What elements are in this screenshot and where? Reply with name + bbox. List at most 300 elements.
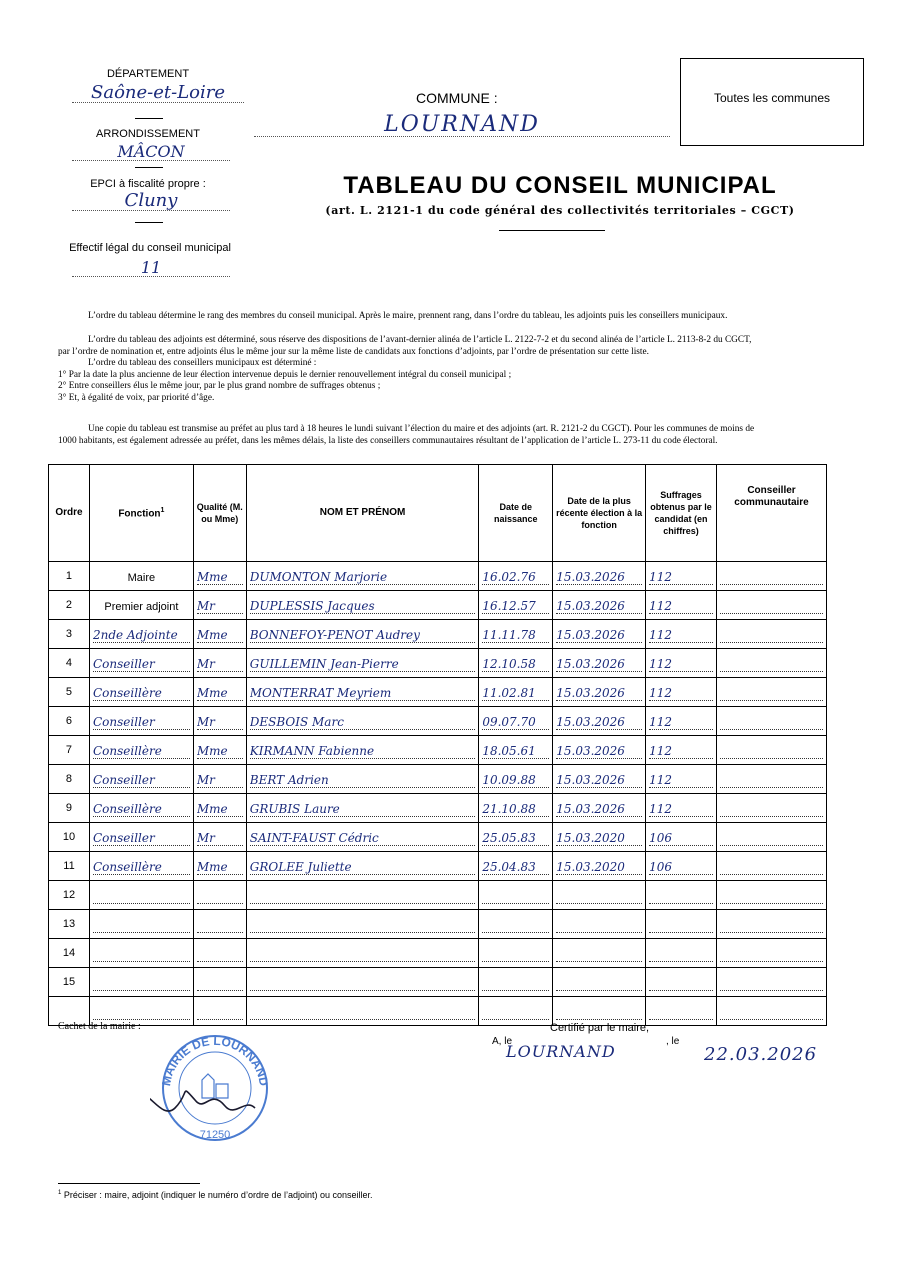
- row-ordre: 14: [49, 939, 90, 968]
- cell-naissance: [479, 620, 553, 649]
- paragraph-conseillers: [58, 358, 828, 370]
- cell-naissance: [479, 794, 553, 823]
- nom-value: GROLEE Juliette: [250, 860, 476, 875]
- cell-naissance: [479, 823, 553, 852]
- departement-value: Saône-et-Loire: [72, 82, 244, 103]
- fonction-value: Conseillère: [93, 802, 190, 817]
- footnote-number: 1: [58, 1190, 62, 1196]
- divider: [135, 222, 163, 223]
- suffrages-value: [649, 990, 713, 991]
- qualite-value: Mme: [197, 744, 243, 759]
- cell-naissance: [479, 881, 553, 910]
- paragraph-text: L’ordre du tableau détermine le rang des membres du conseil municipal. Après le maire, prennent rang, dans l’ordre du tableau, les adjoints puis les conseillers municipaux.: [88, 311, 728, 321]
- qualite-value: [197, 903, 243, 904]
- nom-value: DUMONTON Marjorie: [250, 570, 476, 585]
- row-ordre: 3: [49, 620, 90, 649]
- cell-nom: [246, 707, 479, 736]
- cell-election: [553, 591, 646, 620]
- effectif-label: Effectif légal du conseil municipal: [69, 242, 231, 254]
- communautaire-value: [720, 990, 823, 991]
- cell-naissance: [479, 562, 553, 591]
- svg-text:MAIRIE DE LOURNAND: [159, 1034, 271, 1087]
- cell-election: [553, 649, 646, 678]
- suffrages-value: [649, 961, 713, 962]
- cell-fonction: [89, 707, 193, 736]
- table-header-row: [49, 465, 827, 562]
- cell-qualite: [193, 678, 246, 707]
- row-ordre: 9: [49, 794, 90, 823]
- effectif-value: 11: [72, 258, 230, 277]
- cell-nom: [246, 823, 479, 852]
- cell-communautaire: [717, 736, 827, 765]
- cell-fonction: [89, 736, 193, 765]
- cell-naissance: [479, 678, 553, 707]
- cell-election: [553, 939, 646, 968]
- table-row: [49, 968, 827, 997]
- cell-fonction: [89, 910, 193, 939]
- header-communautaire: Conseiller communautaire: [717, 465, 827, 562]
- paragraph-text: L’ordre du tableau des adjoints est déterminé, sous réserve des dispositions de l’avant-dernier alinéa de l’article L. 2122-7-2 et du second alinéa de l’article L. 2113-8-2 du CGCT,: [88, 335, 752, 345]
- date-value: 22.03.2026: [704, 1044, 818, 1065]
- qualite-value: Mr: [197, 715, 243, 730]
- cell-fonction: [89, 765, 193, 794]
- cell-suffrages: [646, 881, 717, 910]
- cell-communautaire: [717, 678, 827, 707]
- row-ordre: 5: [49, 678, 90, 707]
- stamp-text-bottom: 71250: [199, 1129, 231, 1141]
- cell-naissance: [479, 910, 553, 939]
- nom-value: [250, 903, 476, 904]
- cell-nom: [246, 968, 479, 997]
- naissance-value: [482, 990, 549, 991]
- header-qualite: Qualité (M. ou Mme): [193, 465, 246, 562]
- cell-election: [553, 852, 646, 881]
- cell-nom: [246, 939, 479, 968]
- table-row: [49, 997, 827, 1026]
- cell-fonction: [89, 562, 193, 591]
- qualite-value: Mr: [197, 831, 243, 846]
- paragraph-adjoints-cont: par l’ordre de nomination et, entre adjoints élus le même jour sur la même liste de candidats aux fonctions d’adjoints, par l’ordre de présentation sur cette liste.: [58, 347, 649, 357]
- table-row: [49, 591, 827, 620]
- qualite-value: [197, 1019, 243, 1020]
- page-subtitle: (art. L. 2121-1 du code général des collectivités territoriales – CGCT): [325, 204, 795, 217]
- communautaire-value: [720, 671, 823, 672]
- commune-value: LOURNAND: [254, 112, 670, 137]
- page-title: TABLEAU DU CONSEIL MUNICIPAL: [343, 172, 777, 199]
- stamp-text-top: MAIRIE DE LOURNAND: [159, 1033, 271, 1088]
- cell-qualite: [193, 765, 246, 794]
- election-value: 15.03.2026: [556, 628, 642, 643]
- nom-value: BONNEFOY-PENOT Audrey: [250, 628, 476, 643]
- suffrages-value: [649, 903, 713, 904]
- cell-suffrages: [646, 765, 717, 794]
- cell-fonction: [89, 591, 193, 620]
- election-value: 15.03.2026: [556, 570, 642, 585]
- footnote: [58, 1190, 373, 1200]
- cell-naissance: [479, 939, 553, 968]
- fonction-value: Maire: [127, 572, 156, 584]
- qualite-value: Mr: [197, 657, 243, 672]
- cell-suffrages: [646, 939, 717, 968]
- fonction-value: [93, 990, 190, 991]
- communautaire-value: [720, 874, 823, 875]
- cell-communautaire: [717, 997, 827, 1026]
- cell-qualite: [193, 620, 246, 649]
- table-row: [49, 794, 827, 823]
- naissance-value: 12.10.58: [482, 657, 549, 672]
- epci-label: EPCI à fiscalité propre :: [90, 178, 206, 190]
- fonction-value: Premier adjoint: [104, 601, 179, 613]
- cell-communautaire: [717, 823, 827, 852]
- election-value: 15.03.2026: [556, 657, 642, 672]
- lieu-value: LOURNAND: [506, 1042, 616, 1061]
- fonction-value: Conseiller: [93, 715, 190, 730]
- fonction-value: Conseiller: [93, 831, 190, 846]
- cell-qualite: [193, 910, 246, 939]
- election-value: [556, 990, 642, 991]
- fonction-value: Conseiller: [93, 657, 190, 672]
- row-ordre: 13: [49, 910, 90, 939]
- epci-value: Cluny: [72, 190, 230, 211]
- cell-qualite: [193, 823, 246, 852]
- cell-nom: [246, 765, 479, 794]
- cell-suffrages: [646, 591, 717, 620]
- cell-nom: [246, 591, 479, 620]
- cell-qualite: [193, 881, 246, 910]
- divider: [135, 167, 163, 168]
- cell-election: [553, 881, 646, 910]
- election-value: 15.03.2026: [556, 686, 642, 701]
- row-ordre: 4: [49, 649, 90, 678]
- cell-nom: [246, 881, 479, 910]
- naissance-value: 10.09.88: [482, 773, 549, 788]
- fonction-value: Conseillère: [93, 860, 190, 875]
- cell-qualite: [193, 997, 246, 1026]
- naissance-value: [482, 961, 549, 962]
- table-row: [49, 852, 827, 881]
- row-ordre: 15: [49, 968, 90, 997]
- cell-nom: [246, 736, 479, 765]
- naissance-value: 25.05.83: [482, 831, 549, 846]
- suffrages-value: 112: [649, 599, 713, 614]
- fonction-value: [93, 1019, 190, 1020]
- cell-suffrages: [646, 736, 717, 765]
- le-label: , le: [666, 1036, 680, 1047]
- table-row: [49, 939, 827, 968]
- suffrages-value: [649, 1019, 713, 1020]
- table-row: [49, 736, 827, 765]
- table-row: [49, 562, 827, 591]
- table-row: [49, 765, 827, 794]
- naissance-value: 11.11.78: [482, 628, 549, 643]
- communautaire-value: [720, 729, 823, 730]
- cell-qualite: [193, 794, 246, 823]
- qualite-value: Mr: [197, 599, 243, 614]
- cell-fonction: [89, 620, 193, 649]
- paragraph-ordre: [58, 311, 828, 323]
- communes-box: Toutes les communes: [680, 58, 864, 146]
- table-row: [49, 881, 827, 910]
- cell-election: [553, 707, 646, 736]
- fonction-value: Conseiller: [93, 773, 190, 788]
- election-value: [556, 932, 642, 933]
- naissance-value: 09.07.70: [482, 715, 549, 730]
- suffrages-value: 106: [649, 860, 713, 875]
- nom-value: [250, 990, 476, 991]
- rule-1: 1° Par la date la plus ancienne de leur élection intervenue depuis le dernier renouvellement intégral du conseil municipal ;: [58, 370, 512, 380]
- cell-suffrages: [646, 910, 717, 939]
- nom-value: KIRMANN Fabienne: [250, 744, 476, 759]
- cell-suffrages: [646, 794, 717, 823]
- suffrages-value: [649, 932, 713, 933]
- cell-fonction: [89, 852, 193, 881]
- naissance-value: 18.05.61: [482, 744, 549, 759]
- cell-election: [553, 765, 646, 794]
- row-ordre: 1: [49, 562, 90, 591]
- table-row: [49, 649, 827, 678]
- cell-fonction: [89, 794, 193, 823]
- cell-naissance: [479, 997, 553, 1026]
- cell-qualite: [193, 649, 246, 678]
- cell-naissance: [479, 765, 553, 794]
- fonction-value: [93, 932, 190, 933]
- qualite-value: [197, 990, 243, 991]
- arrondissement-label: ARRONDISSEMENT: [96, 128, 200, 140]
- certifie-label: Certifié par le maire,: [550, 1022, 650, 1034]
- qualite-value: Mme: [197, 570, 243, 585]
- election-value: 15.03.2026: [556, 744, 642, 759]
- election-value: [556, 1019, 642, 1020]
- rule-3: 3° Et, à égalité de voix, par priorité d’âge.: [58, 393, 215, 403]
- cell-election: [553, 620, 646, 649]
- cell-nom: [246, 678, 479, 707]
- qualite-value: Mme: [197, 686, 243, 701]
- fonction-value: [93, 903, 190, 904]
- communautaire-value: [720, 903, 823, 904]
- cell-communautaire: [717, 707, 827, 736]
- cell-suffrages: [646, 823, 717, 852]
- a-le-label: A, le: [492, 1036, 513, 1047]
- paragraph-text: L’ordre du tableau des conseillers municipaux est déterminé :: [88, 358, 317, 368]
- cell-fonction: [89, 881, 193, 910]
- cell-communautaire: [717, 591, 827, 620]
- election-value: [556, 961, 642, 962]
- cell-nom: [246, 620, 479, 649]
- cell-fonction: [89, 823, 193, 852]
- cell-fonction: [89, 678, 193, 707]
- communautaire-value: [720, 613, 823, 614]
- election-value: 15.03.2026: [556, 773, 642, 788]
- cell-communautaire: [717, 968, 827, 997]
- cell-communautaire: [717, 852, 827, 881]
- cell-suffrages: [646, 678, 717, 707]
- communautaire-value: [720, 642, 823, 643]
- cell-naissance: [479, 852, 553, 881]
- fonction-value: Conseillère: [93, 744, 190, 759]
- footnote-text: Préciser : maire, adjoint (indiquer le numéro d’ordre de l’adjoint) ou conseiller.: [63, 1190, 373, 1200]
- naissance-value: 16.02.76: [482, 570, 549, 585]
- cell-election: [553, 823, 646, 852]
- election-value: 15.03.2026: [556, 599, 642, 614]
- header-fonction-text: Fonction: [118, 508, 161, 520]
- table-row: [49, 678, 827, 707]
- cell-suffrages: [646, 707, 717, 736]
- cell-nom: [246, 649, 479, 678]
- cell-communautaire: [717, 649, 827, 678]
- footnote-ref: 1: [160, 507, 165, 515]
- suffrages-value: 112: [649, 802, 713, 817]
- header-fonction: [89, 465, 193, 562]
- naissance-value: 25.04.83: [482, 860, 549, 875]
- row-ordre: 2: [49, 591, 90, 620]
- nom-value: GRUBIS Laure: [250, 802, 476, 817]
- mairie-stamp: [150, 1028, 280, 1148]
- cell-qualite: [193, 968, 246, 997]
- cell-nom: [246, 910, 479, 939]
- nom-value: DESBOIS Marc: [250, 715, 476, 730]
- suffrages-value: 112: [649, 686, 713, 701]
- fonction-value: [93, 961, 190, 962]
- cell-qualite: [193, 707, 246, 736]
- communautaire-value: [720, 584, 823, 585]
- arrondissement-value: MÂCON: [72, 142, 230, 161]
- council-table: [48, 464, 827, 1026]
- cell-nom: [246, 997, 479, 1026]
- communautaire-value: [720, 961, 823, 962]
- qualite-value: [197, 961, 243, 962]
- suffrages-value: 106: [649, 831, 713, 846]
- paragraph-text: Une copie du tableau est transmise au préfet au plus tard à 18 heures le lundi suivant l’élection du maire et des adjoints (art. R. 2121-2 du CGCT). Pour les communes de moins de: [88, 424, 755, 434]
- communautaire-value: [720, 758, 823, 759]
- rule-2: 2° Entre conseillers élus le même jour, par le plus grand nombre de suffrages obtenus ;: [58, 381, 381, 391]
- departement-label: DÉPARTEMENT: [106, 68, 190, 80]
- row-ordre: 6: [49, 707, 90, 736]
- row-ordre: 10: [49, 823, 90, 852]
- header-naissance: Date de naissance: [479, 465, 553, 562]
- header-suffrages: Suffrages obtenus par le candidat (en chiffres): [646, 465, 717, 562]
- cell-naissance: [479, 707, 553, 736]
- divider: [135, 118, 163, 119]
- suffrages-value: 112: [649, 744, 713, 759]
- cell-communautaire: [717, 939, 827, 968]
- footnote-rule: [58, 1183, 200, 1184]
- stamp-graphic: [150, 1028, 280, 1148]
- communautaire-value: [720, 700, 823, 701]
- cell-suffrages: [646, 649, 717, 678]
- fonction-value: Conseillère: [93, 686, 190, 701]
- naissance-value: [482, 1019, 549, 1020]
- cell-communautaire: [717, 881, 827, 910]
- cell-suffrages: [646, 968, 717, 997]
- cell-qualite: [193, 939, 246, 968]
- cell-qualite: [193, 591, 246, 620]
- cell-communautaire: [717, 562, 827, 591]
- cell-communautaire: [717, 765, 827, 794]
- nom-value: SAINT-FAUST Cédric: [250, 831, 476, 846]
- cell-election: [553, 910, 646, 939]
- cell-election: [553, 562, 646, 591]
- nom-value: DUPLESSIS Jacques: [250, 599, 476, 614]
- cell-nom: [246, 852, 479, 881]
- nom-value: MONTERRAT Meyriem: [250, 686, 476, 701]
- cell-suffrages: [646, 562, 717, 591]
- table-row: [49, 910, 827, 939]
- cell-nom: [246, 794, 479, 823]
- cell-fonction: [89, 649, 193, 678]
- cell-qualite: [193, 852, 246, 881]
- paragraph-transmission-cont: 1000 habitants, est également adressée au préfet, dans les mêmes délais, la liste des conseillers communautaires résultant de l’application de l’article L. 273-11 du code électoral.: [58, 436, 718, 446]
- cell-naissance: [479, 649, 553, 678]
- qualite-value: Mme: [197, 860, 243, 875]
- cell-naissance: [479, 591, 553, 620]
- cell-suffrages: [646, 997, 717, 1026]
- cachet-label: Cachet de la mairie :: [58, 1021, 141, 1032]
- paragraph-adjoints: [58, 335, 828, 347]
- naissance-value: 16.12.57: [482, 599, 549, 614]
- qualite-value: Mme: [197, 628, 243, 643]
- election-value: 15.03.2026: [556, 715, 642, 730]
- cell-nom: [246, 562, 479, 591]
- table-row: [49, 707, 827, 736]
- cell-election: [553, 678, 646, 707]
- suffrages-value: 112: [649, 570, 713, 585]
- cell-suffrages: [646, 620, 717, 649]
- cell-qualite: [193, 736, 246, 765]
- cell-election: [553, 794, 646, 823]
- nom-value: [250, 1019, 476, 1020]
- row-ordre: 8: [49, 765, 90, 794]
- nom-value: GUILLEMIN Jean-Pierre: [250, 657, 476, 672]
- paragraph-transmission: [58, 424, 828, 436]
- nom-value: [250, 932, 476, 933]
- title-underline: [499, 230, 605, 231]
- cell-communautaire: [717, 794, 827, 823]
- naissance-value: 21.10.88: [482, 802, 549, 817]
- nom-value: [250, 961, 476, 962]
- cell-communautaire: [717, 620, 827, 649]
- row-ordre: 7: [49, 736, 90, 765]
- nom-value: BERT Adrien: [250, 773, 476, 788]
- suffrages-value: 112: [649, 657, 713, 672]
- suffrages-value: 112: [649, 773, 713, 788]
- cell-election: [553, 968, 646, 997]
- cell-suffrages: [646, 852, 717, 881]
- table-row: [49, 823, 827, 852]
- header-ordre: Ordre: [49, 465, 90, 562]
- suffrages-value: 112: [649, 628, 713, 643]
- communautaire-value: [720, 816, 823, 817]
- naissance-value: 11.02.81: [482, 686, 549, 701]
- cell-naissance: [479, 736, 553, 765]
- commune-label: COMMUNE :: [416, 90, 498, 106]
- header-nom: NOM ET PRÉNOM: [246, 465, 479, 562]
- communautaire-value: [720, 787, 823, 788]
- naissance-value: [482, 932, 549, 933]
- cell-fonction: [89, 939, 193, 968]
- cell-naissance: [479, 968, 553, 997]
- qualite-value: Mme: [197, 802, 243, 817]
- cell-election: [553, 736, 646, 765]
- cell-communautaire: [717, 910, 827, 939]
- header-election: Date de la plus récente élection à la fonction: [553, 465, 646, 562]
- table-row: [49, 620, 827, 649]
- election-value: [556, 903, 642, 904]
- election-value: 15.03.2020: [556, 831, 642, 846]
- qualite-value: Mr: [197, 773, 243, 788]
- election-value: 15.03.2020: [556, 860, 642, 875]
- election-value: 15.03.2026: [556, 802, 642, 817]
- cell-fonction: [89, 968, 193, 997]
